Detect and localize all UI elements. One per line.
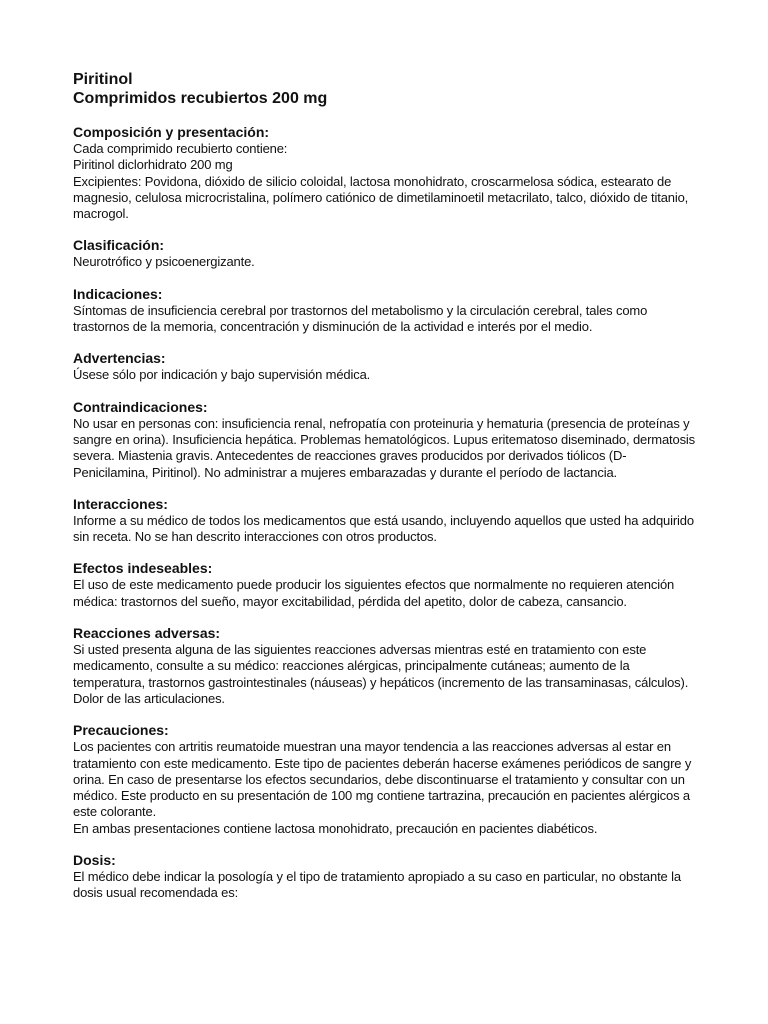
section-contraindicaciones [73, 399, 698, 481]
section-paragraph: Informe a su médico de todos los medicamentos que está usando, incluyendo aquellos que usted ha adquirido sin receta. No se han descrito interacciones con otros productos. [73, 512, 694, 545]
section-reacciones-adversas [73, 625, 698, 707]
section-paragraph: El uso de este medicamento puede producir los siguientes efectos que normalmente no requieren atención médica: trastornos del sueño, mayor excitabilidad, pérdida del apetito, dolor de cabeza, cansancio. [73, 577, 675, 609]
section-indicaciones [73, 286, 698, 336]
section-composicion [73, 124, 698, 222]
section-paragraph: Excipientes: Povidona, dióxido de silicio coloidal, lactosa monohidrato, croscarmelosa sódica, estearato de magnesio, celulosa microcristalina, polímero catiónico de dimetilaminoetil metacrilato, talco, dióxido de titanio, macrogol. [73, 173, 689, 222]
section-heading: Clasificación: [73, 237, 165, 254]
section-heading: Precauciones: [73, 722, 169, 739]
document-page [73, 70, 698, 917]
section-paragraph: Neurotrófico y psicoenergizante. [73, 254, 255, 270]
section-paragraph: Piritinol diclorhidrato 200 mg [73, 157, 233, 173]
section-heading: Interacciones: [73, 495, 168, 512]
section-paragraph: Úsese sólo por indicación y bajo supervisión médica. [73, 367, 371, 383]
section-paragraph: Si usted presenta alguna de las siguientes reacciones adversas mientras esté en tratamiento con este medicamento, consulte a su médico: reacciones alérgicas, principalmente cutáneas; aumento de la temperatura, trastornos gastrointestinales (náuseas) y hepáticos (incremento de las transaminasas, cálculos). Dolor de las articulaciones. [73, 642, 689, 706]
section-heading: Contraindicaciones: [73, 398, 208, 415]
section-paragraph: Cada comprimido recubierto contiene: [73, 141, 288, 156]
section-heading: Reacciones adversas: [73, 625, 221, 642]
section-heading: Efectos indeseables: [73, 560, 213, 577]
section-dosis [73, 852, 698, 902]
section-paragraph: En ambas presentaciones contiene lactosa monohidrato, precaución en pacientes diabéticos. [73, 820, 598, 836]
section-heading: Advertencias: [73, 350, 166, 367]
section-efectos-indeseables [73, 560, 698, 610]
section-interacciones [73, 496, 698, 546]
document-subtitle: Comprimidos recubiertos 200 mg [73, 90, 328, 107]
section-paragraph: Los pacientes con artritis reumatoide muestran una mayor tendencia a las reacciones adversas al estar en tratamiento con este medicamento. Este tipo de pacientes deberán hacerse exámenes periódicos de sangre y orina. En caso de presentarse los efectos secundarios, debe discontinuarse el tratamiento y consultar con un médico. Este producto en su presentación de 100 mg contiene tartrazina, precaución en pacientes alérgicos a este colorante. [73, 739, 692, 820]
section-paragraph: El médico debe indicar la posología y el tipo de tratamiento apropiado a su caso en particular, no obstante la dosis usual recomendada es: [73, 869, 681, 901]
section-paragraph: No usar en personas con: insuficiencia renal, nefropatía con proteinuria y hematuria (presencia de proteínas y sangre en orina). Insuficiencia hepática. Problemas hematológicos. Lupus eritematoso diseminado, dermatosis severa. Miastenia gravis. Antecedentes de reacciones graves producidos por derivados tiólicos (D-Penicilamina, Piritinol). No administrar a mujeres embarazadas y durante el período de lactancia. [73, 415, 696, 480]
section-precauciones [73, 722, 698, 837]
document-title: Piritinol [73, 71, 133, 88]
section-heading: Composición y presentación: [73, 124, 270, 140]
section-paragraph: Síntomas de insuficiencia cerebral por trastornos del metabolismo y la circulación cerebral, tales como trastornos de la memoria, concentración y disminución de la actividad e interés por el medio. [73, 302, 648, 335]
section-heading: Dosis: [73, 852, 116, 869]
section-advertencias [73, 350, 698, 383]
section-clasificacion [73, 237, 698, 270]
section-heading: Indicaciones: [73, 285, 163, 302]
